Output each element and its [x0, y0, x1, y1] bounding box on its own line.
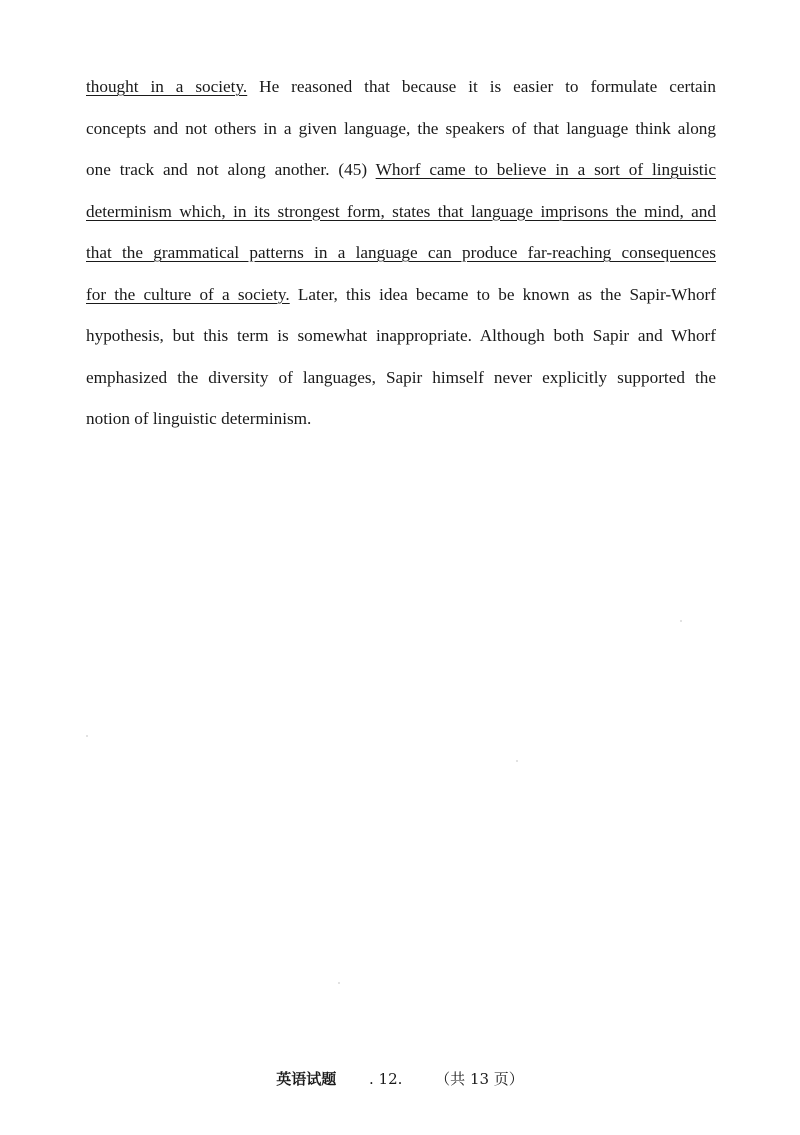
text-line [86, 108, 716, 150]
text-line [86, 66, 716, 108]
text-line [86, 149, 716, 191]
text-line [86, 398, 716, 440]
scan-speck [680, 620, 682, 622]
underlined-sentence: for the culture of a society. [86, 284, 290, 304]
text-line [86, 191, 716, 233]
passage-text [86, 66, 716, 440]
text-segment: emphasized the diversity of languages, Sapir himself never explicitly supported the [86, 367, 716, 387]
footer-total-pages: （共 13 页） [435, 1070, 524, 1088]
text-segment: one track and not along another. (45) [86, 160, 376, 179]
text-segment: notion of linguistic determinism. [86, 409, 312, 428]
text-segment: concepts and not others in a given language, the speakers of that language think along [86, 118, 716, 138]
footer-page-number: . 12. [368, 1070, 403, 1088]
text-segment: Later, this idea became to be known as the Sapir-Whorf [289, 284, 716, 304]
underlined-sentence: thought in a society. [86, 77, 248, 96]
text-line [86, 232, 716, 274]
text-line [86, 357, 716, 399]
text-line [86, 274, 716, 316]
footer-exam-title: 英语试题 [276, 1070, 337, 1088]
text-segment: hypothesis, but this term is somewhat inappropriate. Although both Sapir and Whorf [86, 326, 716, 345]
text-line [86, 315, 716, 357]
underlined-sentence: Whorf came to believe in a sort of linguistic [375, 160, 716, 179]
scan-speck [516, 760, 518, 762]
underlined-sentence: that the grammatical patterns in a language can produce far-reaching consequences [86, 243, 716, 262]
scan-speck [86, 735, 88, 737]
scan-speck [338, 982, 340, 984]
underlined-sentence: determinism which, in its strongest form, states that language imprisons the mind, and [86, 201, 716, 221]
text-segment: He reasoned that because it is easier to formulate certain [247, 77, 716, 96]
page-footer [0, 1068, 800, 1089]
